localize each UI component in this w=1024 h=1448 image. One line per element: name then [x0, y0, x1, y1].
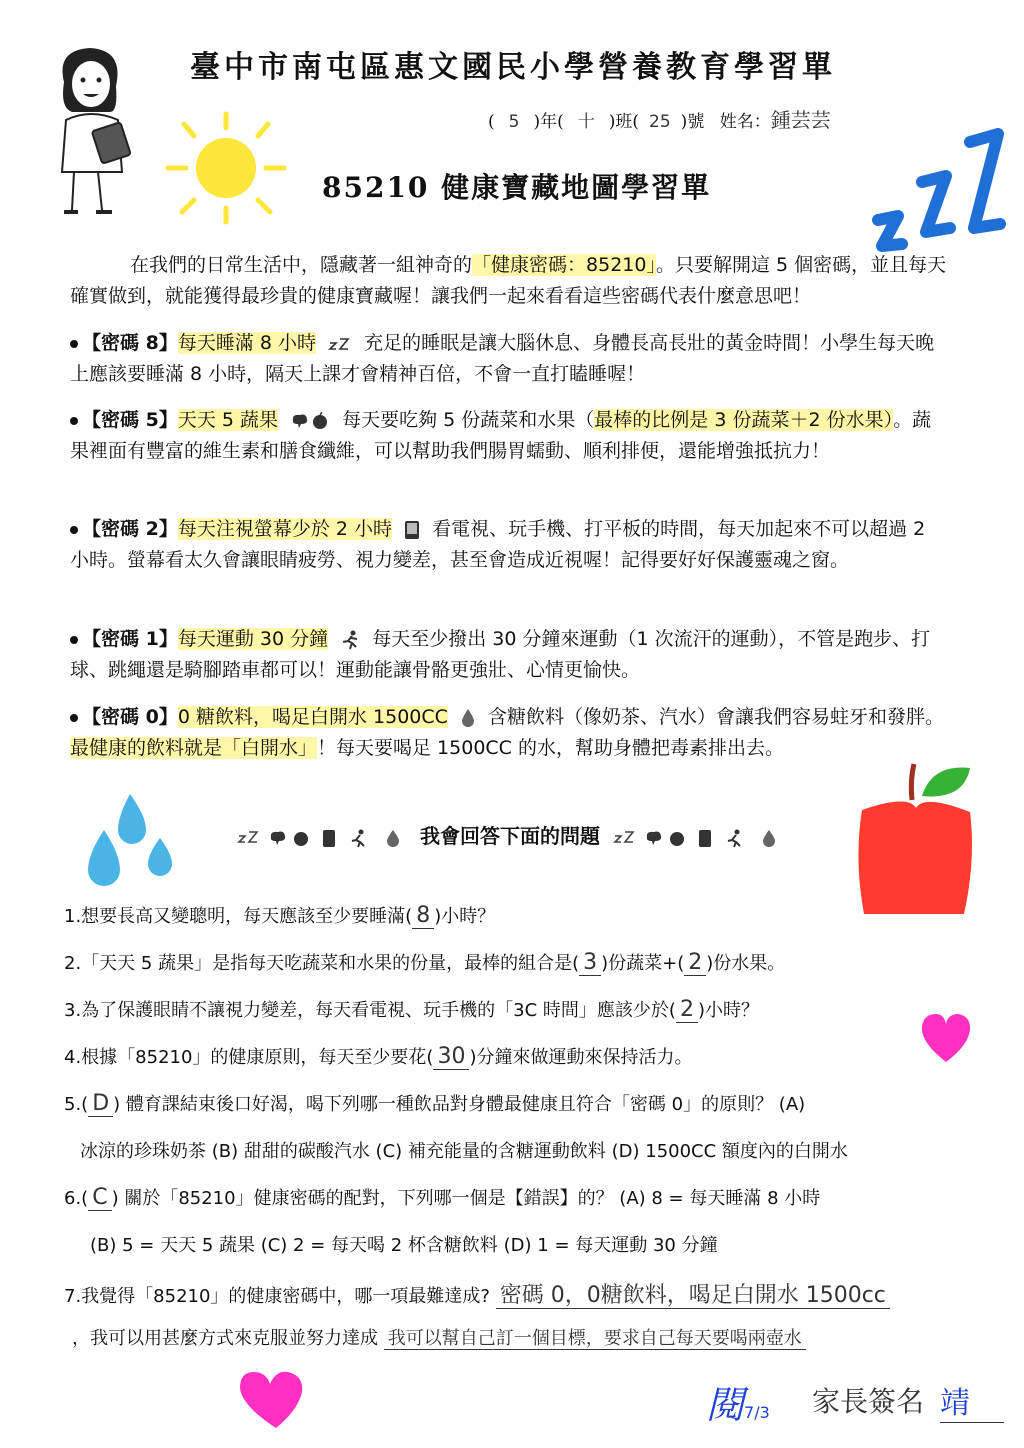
question-1 [64, 902, 495, 928]
heading-icons-left [237, 828, 407, 848]
grade-label: 年 [540, 112, 558, 132]
grade-value: 5 [508, 112, 520, 132]
q3-text: 3.為了保護眼睛不讓視力變差，每天看電視、玩手機的「3C 時間」應該少於( [64, 1000, 676, 1021]
worksheet-subtitle: 85210 健康寶藏地圖學習單 [322, 171, 712, 204]
q2-text-end: )份水果。 [706, 953, 786, 974]
sleep-zzz-drawing [860, 128, 1010, 258]
number-value: 25 [649, 112, 671, 132]
code-body-end: ！每天要喝足 1500CC 的水，幫助身體把毒素排出去。 [317, 737, 784, 759]
q7-answer-method[interactable]: 我可以幫自己訂一個目標，要求自己每天要喝兩壺水 [384, 1328, 806, 1350]
question-4 [64, 1043, 693, 1069]
q6-text: ) 關於「85210」健康密碼的配對，下列哪一個是【錯誤】的？ (A) 8 = 每天睡滿 8 小時 [111, 1188, 821, 1209]
code-body-start: 每天要吃夠 5 份蔬菜和水果（ [342, 409, 595, 431]
teacher-review-mark [706, 1374, 770, 1429]
code-title: 每天注視螢幕少於 2 小時 [177, 518, 393, 540]
vegetable-fruit-icon [290, 412, 330, 430]
code-body: 看電視、玩手機、打平板的時間，每天加起來不可以超過 2 小時。螢幕看太久會讓眼睛疲勞、視力變差，甚至會造成近視喔！記得要好好保護靈魂之窗。 [70, 518, 926, 571]
q5-text: ) 體育課結束後口好渴，喝下列哪一種飲品對身體最健康且符合「密碼 0」的原則？ (A) [113, 1094, 806, 1115]
teacher-review-date: 7/3 [744, 1403, 770, 1422]
number-label: 號 [687, 112, 705, 132]
code-title: 0 糖飲料，喝足白開水 1500CC [177, 706, 448, 728]
q6-prefix: 6.( [64, 1188, 89, 1209]
class-value: 十 [577, 112, 595, 132]
bullet-icon [70, 526, 78, 534]
q3-text-end: )小時？ [697, 1000, 759, 1021]
q5-answer[interactable]: D [88, 1091, 113, 1117]
code-body-start: 含糖飲料（像奶茶、汽水）會讓我們容易蛀牙和發胖。 [488, 706, 945, 728]
question-2 [64, 949, 785, 975]
parent-signature-label: 家長簽名 [812, 1385, 925, 1418]
code-2-paragraph [70, 514, 950, 576]
code-body: 每天至少撥出 30 分鐘來運動（1 次流汗的運動），不管是跑步、打球、跳繩還是騎腳踏車都可以！運動能讓骨骼更強壯、心情更愉快。 [70, 628, 931, 681]
code-0-paragraph [70, 702, 950, 764]
heart-drawing [918, 1010, 974, 1064]
class-label: 班 [615, 112, 633, 132]
teacher-review-char: 閱 [706, 1383, 745, 1427]
q4-answer[interactable]: 30 [433, 1044, 469, 1070]
q1-text: 1.想要長高又變聰明，每天應該至少要睡滿( [64, 906, 413, 927]
code-label: 【密碼 0】 [82, 706, 178, 728]
code-label: 【密碼 1】 [82, 628, 178, 650]
code-body-highlight: 最棒的比例是 3 份蔬菜＋2 份水果） [594, 409, 894, 431]
question-7-followup [72, 1324, 806, 1350]
q4-text: 4.根據「85210」的健康原則，每天至少要花( [64, 1047, 434, 1068]
teacher-illustration [36, 42, 148, 220]
q7-answer-hardest[interactable]: 密碼 0，0糖飲料，喝足白開水 1500cc [496, 1283, 890, 1309]
question-5 [64, 1090, 805, 1116]
bullet-icon [70, 417, 78, 425]
intro-highlight: 「健康密碼：85210」 [472, 254, 656, 276]
code-body: 充足的睡眠是讓大腦休息、身體長高長壯的黃金時間！小學生每天晚上應該要睡滿 8 小時，隔天上課才會精神百倍，不會一直打瞌睡喔！ [70, 332, 935, 385]
q7-text-2: ，我可以用甚麼方式來克服並努力達成 [72, 1328, 378, 1349]
runner-icon [340, 630, 360, 650]
code-body-highlight: 最健康的飲料就是「白開水」 [70, 737, 318, 759]
student-info: ( 5 )年( 十 )班( 25 )號 姓名：鍾芸芸 [488, 108, 831, 132]
name-label: 姓名： [719, 112, 771, 132]
bullet-icon [70, 714, 78, 722]
intro-text-end: 。只要解開這 5 個密碼，並且每天確實做到，就能獲得最珍貴的健康寶藏喔！讓我們一起來看看這些密碼代表什麼意思吧！ [70, 254, 947, 307]
question-6 [64, 1184, 820, 1210]
code-title: 每天運動 30 分鐘 [177, 628, 329, 650]
sleep-zz-icon [328, 337, 352, 351]
code-1-paragraph [70, 624, 950, 686]
code-body-end: 。蔬果裡面有豐富的維生素和膳食纖維，可以幫助我們腸胃蠕動、順利排便，還能增強抵抗力！ [70, 409, 932, 462]
intro-text-start: 在我們的日常生活中，隱藏著一組神奇的 [130, 254, 473, 276]
heart-drawing-bottom [236, 1366, 308, 1430]
q2-text: 2.「天天 5 蔬果」是指每天吃蔬菜和水果的份量，最棒的組合是( [64, 953, 580, 974]
code-title: 每天睡滿 8 小時 [177, 332, 317, 354]
code-label: 【密碼 8】 [82, 332, 178, 354]
apple-drawing [852, 760, 982, 920]
water-drops-drawing [84, 790, 194, 900]
q1-text-end: )小時？ [434, 906, 496, 927]
section-heading-text: 我會回答下面的問題 [420, 824, 600, 848]
intro-paragraph [70, 250, 950, 312]
q7-text: 7.我覺得「85210」的健康密碼中，哪一項最難達成? [64, 1286, 490, 1307]
code-8-paragraph [70, 328, 950, 390]
q2-answer-fruits[interactable]: 2 [684, 950, 706, 976]
q1-answer[interactable]: 8 [412, 903, 434, 929]
q2-answer-vegetables[interactable]: 3 [579, 950, 601, 976]
water-drop-icon [460, 708, 476, 728]
parent-signature[interactable]: 靖 [940, 1378, 1004, 1423]
questions-heading [210, 820, 810, 849]
bullet-icon [70, 636, 78, 644]
sun-drawing [160, 106, 300, 226]
q5-options: 冰涼的珍珠奶茶 (B) 甜甜的碳酸汽水 (C) 補充能量的含糖運動飲料 (D) 1500CC 額度內的白開水 [80, 1141, 848, 1162]
q4-text-end: )分鐘來做運動來保持活力。 [469, 1047, 693, 1068]
code-5-paragraph [70, 405, 950, 467]
page-title: 臺中市南屯區惠文國民小學營養教育學習單 [190, 50, 836, 85]
phone-screen-icon [404, 520, 420, 540]
code-label: 【密碼 5】 [82, 409, 178, 431]
q6-options: (B) 5 = 天天 5 蔬果 (C) 2 = 每天喝 2 杯含糖飲料 (D) 1 = 每天運動 30 分鐘 [90, 1235, 718, 1256]
q5-prefix: 5.( [64, 1094, 89, 1115]
heading-icons-right [613, 828, 783, 848]
question-7 [64, 1278, 890, 1309]
q2-text-middle: )份蔬菜+( [601, 953, 685, 974]
bullet-icon [70, 340, 78, 348]
code-label: 【密碼 2】 [82, 518, 178, 540]
q6-answer[interactable]: C [88, 1185, 111, 1211]
student-name: 鍾芸芸 [770, 108, 831, 132]
question-3 [64, 996, 759, 1022]
q3-answer[interactable]: 2 [676, 997, 698, 1023]
code-title: 天天 5 蔬果 [177, 409, 279, 431]
